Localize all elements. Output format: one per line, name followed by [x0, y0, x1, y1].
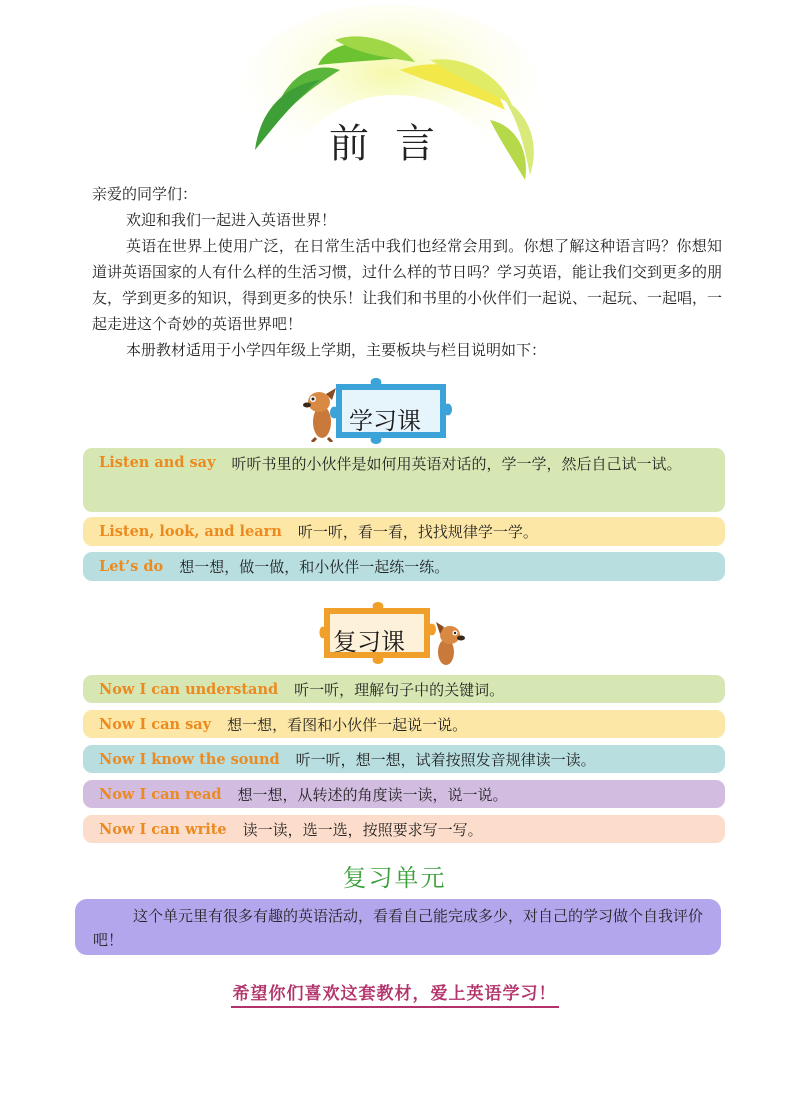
- now-i-can-read-row: [83, 780, 725, 808]
- listen-look-learn-row: [83, 517, 725, 546]
- closing-message: 希望你们喜欢这套教材，爱上英语学习！: [231, 984, 559, 1008]
- now-i-can-say-row: [83, 710, 725, 738]
- review-unit-title: 复习单元: [342, 864, 447, 892]
- intro-paragraph-3: 本册教材适用于小学四年级上学期，主要板块与栏目说明如下：: [126, 341, 547, 359]
- row-desc: 读一读，选一选，按照要求写一写。: [242, 820, 483, 839]
- row-label: Let’s do: [99, 558, 164, 575]
- now-i-can-understand-row: [83, 675, 725, 703]
- row-label: Now I can understand: [99, 680, 279, 698]
- listen-and-say-row: [83, 448, 725, 512]
- row-desc: 听一听，理解句子中的关键词。: [294, 680, 505, 699]
- row-desc: 想一想，从转述的角度读一读，说一说。: [237, 785, 508, 804]
- lets-do-row: [83, 552, 725, 581]
- page-title: 前言: [329, 121, 461, 167]
- intro-paragraph-1: 欢迎和我们一起进入英语世界！: [126, 211, 337, 229]
- row-desc: 想一想，做一做，和小伙伴一起练一练。: [179, 558, 450, 576]
- row-desc: 听听书里的小伙伴是如何用英语对话的，学一学，然后自己试一试。: [231, 455, 682, 473]
- review-section-title: 复习课: [333, 628, 405, 656]
- closing-message-wrapper: [0, 979, 789, 1004]
- row-label: Now I can read: [99, 785, 222, 803]
- row-desc: 听一听，想一想，试着按照发音规律读一读。: [295, 750, 596, 769]
- intro-paragraph-2: 英语在世界上使用广泛，在日常生活中我们也经常会用到。你想了解这种语言吗？你想知道讲英语国家的人有什么样的生活习惯，过什么样的节日吗？学习英语，能让我们交到更多的朋友，学到更多的知识，得到更多的快乐！让我们和书里的小伙伴们一起说、一起玩、一起唱，一起走进这个奇妙的英语世界吧！: [92, 237, 723, 333]
- row-desc: 听一听，看一看，找找规律学一学。: [297, 523, 538, 541]
- review-unit-description: 这个单元里有很多有趣的英语活动，看看自己能完成多少，对自己的学习做个自我评价吧！: [75, 899, 721, 955]
- leaf-header-decoration: [230, 0, 560, 200]
- row-label: Listen, look, and learn: [99, 523, 282, 540]
- row-label: Now I know the sound: [99, 750, 280, 768]
- dog-mascot-icon: [302, 386, 342, 442]
- now-i-know-the-sound-row: [83, 745, 725, 773]
- lesson-section-title: 学习课: [349, 407, 421, 435]
- dog-mascot-icon: [428, 622, 468, 668]
- row-label: Now I can say: [99, 715, 212, 733]
- row-label: Listen and say: [99, 454, 216, 471]
- row-desc: 想一想，看图和小伙伴一起说一说。: [227, 715, 468, 734]
- greeting: 亲爱的同学们：: [92, 185, 198, 203]
- row-label: Now I can write: [99, 820, 227, 838]
- now-i-can-write-row: [83, 815, 725, 843]
